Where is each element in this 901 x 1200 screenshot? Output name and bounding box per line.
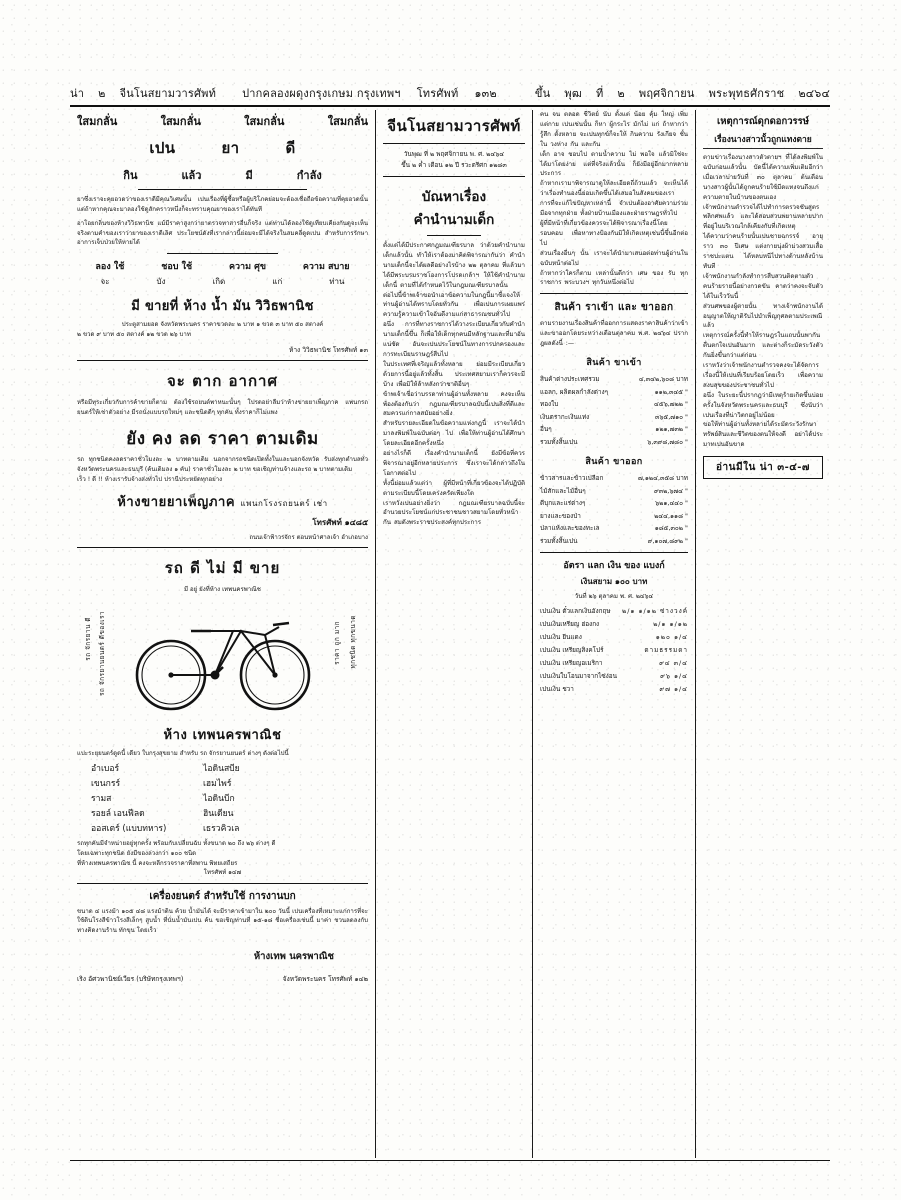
- slogan-4: ความ สบาย: [302, 261, 350, 272]
- currency-rate: ๙๖ ๑/๔: [660, 672, 688, 681]
- table-row: [540, 411, 688, 424]
- brand-row: [77, 822, 368, 837]
- bicycle-illustration-block: [77, 599, 368, 717]
- table-row: [540, 472, 688, 485]
- editorial-paragraph: อย่างไรก็ดี เรื่องคำนำนามเด็กนี้ ยังมีข้อที่ควรพิจารณาอยู่อีกหลายประการ ซึ่งเราจะได้กล่าวถึงในโอกาสต่อไป: [383, 450, 525, 477]
- divider: [427, 235, 481, 236]
- ad-oil-l2-3: ดี: [285, 139, 296, 157]
- ad-bicycle-closing-2: โดยเฉพาะทุกชนิด ยังมีของล่วงกว่า ๑๐๐ ชนิด: [77, 849, 197, 857]
- brand-value: เธรวคิวเล: [203, 824, 240, 835]
- currency-rate: ๒/๑ ๑/๑๒: [653, 620, 688, 629]
- currency-name: เปนเงิน ตั๋วแลกเงินอังกฤษ: [540, 607, 611, 616]
- brand-name: ออสเตร์ (แบบทหาร): [91, 824, 167, 835]
- ad-engine-signature: ห้างเทพ นครพาณิช: [253, 951, 334, 963]
- ad-bicycle-vertical-right-1: ราคา ถูก มาก: [333, 620, 341, 665]
- item-name: รวมทั้งสิ้นเปน: [540, 437, 578, 446]
- editorial-paragraph: ตั้งแต่ได้มีประกาศกฎมณเฑียรบาล ว่าด้วยคำนำนามเด็กแล้วนั้น ทำให้เราต้องมาคิดพิจารณากันว่า คำนำนามเด็กนี้จะได้ผลดีอย่างไรบ้าง ๒๒ ตุลาคม ที่แล้วมา ได้มีพระบรมราชโองการโปรดเกล้าฯ ให้ใช้คำนำนามเด็กนี้ ตามที่ได้กำหนดไว้ในกฎมณเฑียรบาลนั้น: [383, 242, 525, 289]
- column-grid: [70, 110, 830, 1158]
- ad-oil-line-3: [77, 166, 368, 184]
- item-name: ทองใบ: [540, 400, 559, 409]
- brand-value: เฮมไพร์: [203, 779, 232, 790]
- item-name: อื่นๆ: [540, 425, 552, 434]
- currency-name: เปนเงิน เหรียญสิงคโปร์: [540, 646, 604, 655]
- exports-heading: สินค้า ขาออก: [585, 457, 643, 468]
- ad-oil-slogan-row: [77, 259, 368, 273]
- item-name: ข้าวสารและข้าวเปลือก: [540, 474, 604, 483]
- ad-oil-price-note-2: ๒ ขวด ๙ บาท ๕๐ สตางค์ ๑๒ ขวด ๒๖ บาท: [77, 330, 191, 338]
- imports-heading: สินค้า ขาเข้า: [586, 358, 642, 369]
- news-paragraph: อนึ่ง ในระยะนี้ปรากฎว่ามีเหตุร้ายเกิดขึ้นบ่อยครั้งในจังหวัดพระนครและธนบุรี ซึ่งนับว่าเปนเรื่องที่น่าวิตกอยู่ไม่น้อย: [703, 391, 823, 419]
- currency-name: เปนเงิน ยีนแดง: [540, 633, 582, 642]
- news-paragraph: ผู้ที่มีหน้าที่เกี่ยวข้องควรจะได้พิจารณาเรื่องนี้โดยรอบคอบ เพื่อหาทางป้องกันมิให้เกิดเหตุเช่นนี้ขึ้นอีกต่อไป: [540, 219, 688, 247]
- news-paragraph: เจ้าพนักงานตำรวจได้ไปทำการตรวจชันสูตรพลิกศพแล้ว และได้สอบสวนพยานหลายปากที่อยู่ในบริเวณใกล้เคียงกับที่เกิดเหตุ: [703, 203, 823, 231]
- ad-engine-paragraph: ขนาด ๔ แรงม้า ๑๐๕ ๔๘ แรงม้าดิน ค้วย น้ำมันได้ จะมีราคาเข้ามาใน ๒๐๐ วันนี้ เปนเครื่องที่เหมาะแก่การที่จะใช้ดินโรงสีข้าวโรงสีเล็กๆ สูบน้ำ ที่นั่นน้ำมันเปน ค้น ขอเชิญท่านที่ ๑๕-๑๘ ชื่อเครื่องเช่นนี้ มาค่า ชวนลดลงกับทางคิดงานร้าน ทักขุน โดยเร็ว: [77, 907, 368, 934]
- editorial-paragraph: ทั้งนี้ย่อมแล้วแต่ว่า ผู้ที่มีหน้าที่เกี่ยวข้องจะได้ปฏิบัติตามระเบียบนี้โดยเคร่งครัดเพียงใด: [383, 479, 525, 497]
- table-row: [540, 497, 688, 510]
- currency-name: เปนเงินใบโอนมาจากไซ่ง่อน: [540, 672, 617, 681]
- item-name: ปลาแห้งและของทะเล: [540, 524, 600, 533]
- news-paragraph: ขอให้ท่านผู้อ่านทั้งหลายได้ระมัดระวังรักษาทรัพย์สินและชีวิตของตนให้จงดี อย่าได้ประมาทเปนอันขาด: [703, 421, 823, 449]
- table-row: [540, 683, 688, 696]
- divider: [77, 547, 368, 548]
- news-paragraph: เจ้าพนักงานกำลังทำการสืบสวนติดตามตัวคนร้ายรายนี้อย่างกวดขัน คาดว่าคงจะจับตัวได้ในเร็ววันนี้: [703, 272, 823, 300]
- divider: [167, 253, 278, 254]
- bottom-rule: [70, 1160, 830, 1161]
- news-paragraph: ถ้าหากเรามาพิจารณาดูให้ละเอียดถี่ถ้วนแล้ว จะเห็นได้ว่าเรื่องทำนองนี้ย่อมเกิดขึ้นได้เสมอในสังคมของเรา: [540, 180, 688, 198]
- divider: [540, 293, 688, 294]
- ad-oil-word-4: ใสมกลั่น: [327, 115, 368, 128]
- exchange-rate-heading: อัตรา แลก เงิน ของ แบงก์: [563, 561, 665, 572]
- divider: [383, 143, 525, 144]
- ad-travel-caption: ถนนเจ้าฟ้าวรจักร ตอนหน้าศาลเจ้า อำเภอบาง: [249, 534, 368, 542]
- brand-value: ไอดินสบีย: [203, 764, 240, 775]
- exports-table: [540, 472, 688, 547]
- table-row-total: [540, 535, 688, 548]
- column-advertisements: [70, 110, 375, 1158]
- table-row: [540, 631, 688, 644]
- ad-travel-brand-dept: แพนกโรงรถยนตร์ เช่า: [240, 499, 328, 509]
- brand-name: เขนกรร์: [91, 779, 121, 790]
- ad-engine: [77, 889, 368, 985]
- slogan-2: ชอบ ใช้: [161, 261, 193, 272]
- ad-bicycle-intro: แปะระยุยนตร์ดูดนี้ เดียว ใบกรุงสุขยาม สำหรับ รถ จักรยานยนตร์ ต่างๆ ดังต่อไปนี้: [77, 749, 289, 757]
- brand-row: [77, 762, 368, 777]
- slogan-1: ลอง ใช้: [95, 261, 125, 272]
- dateline-lunar: ขึ้น ๒ ค่ำ เดือน ๑๒ ปี รวะตรีศก ๑๒๘๓: [401, 161, 507, 169]
- ad-bicycle-closing-3: ที่ห้างเทพนครพาณิช นี้ คงจะหลีกรวจราคาที่สพาน พิทยเสถียร: [77, 859, 238, 867]
- currency-rate: ๒/๑ ๑/๑๒ ซ่างวงค์: [622, 607, 688, 616]
- item-value: ๙๓๒,๖๗๔ ": [654, 486, 688, 495]
- editorial-paragraph: ข้าพเจ้าเชื่อว่าบรรดาท่านผู้อ่านทั้งหลาย คงจะเห็นพ้องต้องกันว่า กฎมณเฑียรบาลฉบับนี้เปนสิ่งที่ดีและสมควรแก่กาลสมัยอย่างยิ่ง: [383, 390, 525, 418]
- exchange-rate-table: [540, 605, 688, 696]
- brand-name: อำเบอร์: [91, 764, 120, 775]
- table-row-total: [540, 436, 688, 449]
- divider: [138, 189, 307, 190]
- currency-rate: ๙๗ ๑/๔: [659, 685, 688, 694]
- continued-on-page-note: อ่านมีใน น่า ๓-๔-๗: [703, 456, 823, 479]
- ad-travel-paragraph-3: เร็ว ! ดี !! ห้างเรารับจ้างส่งทั่วไป ปรานีประหยัดทุกอย่าง: [77, 475, 223, 483]
- phone-label: โทรศัพท์: [416, 87, 459, 100]
- news-paragraph: เราหวังว่าเจ้าพนักงานตำรวจคงจะได้จัดการเรื่องนี้ให้เปนที่เรียบร้อยโดยเร็ว เพื่อความสงบสุขของประชาชนทั่วไป: [703, 362, 823, 389]
- table-row: [540, 398, 688, 411]
- ad-engine-sig-left: เริง อัศวพานิชย์เวียร (บริษัทกรุงเทพฯ): [77, 975, 184, 984]
- item-name: สินค้าต่างประเทศรวม: [540, 375, 600, 384]
- editorial-headline-line-2: คำนำนามเด็ก: [413, 212, 495, 228]
- editorial-paragraph: ต่อไปนี้ข้าพเจ้าขอนำเอาข้อความในกฎนี้มาชี้แจงให้ท่านผู้อ่านได้ทราบโดยทั่วกัน เพื่อเปนการเผยแพร่ความรู้ความเข้าใจอันดีงามแก่สาธารณชนทั่วไป: [383, 291, 525, 319]
- column-trade: [532, 110, 695, 1158]
- dateline-gregorian: วันพุฒ ที่ ๒ พฤศจิกายน พ. ศ. ๒๔๖๔: [403, 150, 505, 158]
- brand-row: [77, 807, 368, 822]
- currency-name: เปนเงินเหรียญ ฮ่องกง: [540, 620, 600, 629]
- ad-car-rental: [77, 369, 368, 542]
- currency-rate: ๑๒๐ ๑/๔: [655, 633, 688, 642]
- month-name: พฤศจิกายน: [638, 87, 695, 100]
- ad-oil-word-3: ใสมกลั่น: [244, 115, 285, 128]
- ad-oil-shop-name: มี ขายที่ ห้าง น้ำ มัน วิวิธพานิช: [131, 298, 314, 314]
- ad-bicycle-vertical-left-1: รถ จักรยาน ดี: [84, 616, 92, 661]
- item-name: ดีบุกและแร่ต่างๆ: [540, 499, 586, 508]
- column-news: [695, 110, 830, 1158]
- table-row: [540, 373, 688, 386]
- ad-travel-heading: จะ ตาก อากาศ: [167, 372, 278, 391]
- weekday: พุฒ: [564, 87, 582, 100]
- bicycle-icon: [129, 605, 319, 713]
- news-paragraph: ได้ความว่าคนร้ายนั้นเปนชายฉกรรจ์ อายุราว ๓๐ ปีเศษ แต่งกายนุ่งผ้าม่วงสวมเสื้อราชปะแตน ได้หลบหนีไปทางด้านหลังบ้านทันที: [703, 233, 823, 270]
- news-paragraph: ถ้าหากว่าใครก็ตาม เหล่านั้นดีกว่า เศษ ของ รับ ทุก ราชการ พระบวงฯ ทุกวันหนึ่งต่อไป: [540, 269, 688, 287]
- divider: [77, 360, 368, 361]
- table-row: [540, 670, 688, 683]
- currency-name: เปนเงิน ชวา: [540, 685, 574, 694]
- table-row: [540, 657, 688, 670]
- news-paragraph: ส่วนศพของผู้ตายนั้น ทางเจ้าพนักงานได้อนุญาตให้ญาติรับไปบำเพ็ญกุศลตามประเพณีแล้ว: [703, 302, 823, 330]
- ad-travel-brand: [77, 491, 368, 512]
- editorial-paragraph: อนึ่ง การที่ทางราชการได้วางระเบียบเกี่ยวกับคำนำนามเด็กนี้ขึ้น ก็เพื่อให้เด็กทุกคนมีหลักฐานและที่มาอันแน่ชัด อันจะเปนประโยชน์ในทางการปกครองและการทะเบียนราษฎร์สืบไป: [383, 321, 525, 358]
- divider: [383, 176, 525, 177]
- date-prefix: ที่: [595, 87, 604, 100]
- item-value: ๔,๓๔๒,๖๐๘ บาท: [638, 375, 688, 384]
- ad-bicycle-vertical-left-2: รถ จักรยานยนตร์ ดีของเรา: [98, 610, 106, 696]
- editorial-paragraph: เราหวังเปนอย่างยิ่งว่า กฎมณเฑียรบาลฉบับนี้จะอำนวยประโยชน์แก่ประชาชนชาวสยามโดยทั่วหน้ากัน สมดังพระราชประสงค์ทุกประการ: [383, 499, 525, 527]
- slogan2-2: บัง: [156, 276, 166, 286]
- ad-bicycle: [77, 556, 368, 878]
- ad-bicycle-telephone: โทรศัพท์ ๑๔๗: [203, 869, 242, 877]
- page-number: ๒: [98, 87, 106, 100]
- ad-oil-word-1: ใสมกลั่น: [77, 115, 118, 128]
- ad-oil-word-2: ใสมกลั่น: [160, 115, 201, 128]
- ad-engine-signature-block: [77, 949, 368, 984]
- slogan2-4: แก่: [272, 276, 283, 286]
- currency-name: เปนเงิน เหรียญอเมริกา: [540, 659, 603, 668]
- slogan2-1: จะ: [100, 276, 110, 286]
- exchange-rate-date: วันที่ ๒๖ ตุลาคม พ. ศ. ๒๔๖๔: [574, 593, 654, 601]
- year-number: ๒๔๖๔: [798, 87, 830, 100]
- item-name: เงินตรากะเงินแท่ง: [540, 412, 590, 421]
- news-paragraph: ส่วนเรื่องอื่นๆ นั้น เราจะได้นำมาเสนอต่อท่านผู้อ่านในฉบับหน้าต่อไป: [540, 249, 688, 267]
- table-row: [540, 644, 688, 657]
- item-value: ๙,๑๐๗,๘๙๒ ": [647, 536, 688, 545]
- trade-section-heading: สินค้า ราเข้า และ ขาออก: [554, 302, 674, 314]
- brand-name: รอยล์ เอนฟีลด: [91, 809, 145, 820]
- ad-bicycle-heading: รถ ดี ไม่ มี ขาย: [164, 559, 281, 578]
- ad-oil-word-row: [77, 112, 368, 130]
- phone-number: ๑๓๒: [474, 87, 497, 100]
- ad-bicycle-closing-1: รถทุกคันมีจำหน่ายอยู่ทุกครั้ง พร้อมกับเปลี่ยนฉับ ทั้งขนาด ๒๐ ถึง ๒๖ ต่างๆ ดี: [77, 840, 276, 848]
- paper-address: ปากคลองผดุงกรุงเกษม กรุงเทพฯ: [242, 87, 401, 100]
- ad-oil-l2-1: เปน: [149, 139, 176, 157]
- item-value: ๗,๑๒๔,๓๕๘ บาท: [638, 474, 688, 483]
- ad-travel-telephone: โทรศัพท์ ๑๔๘๕: [312, 518, 368, 528]
- ad-oil-paragraph-1: ยาซึ่งเราจะคุยอวดว่าของเราดีมีคุณวิเศษนั้น เปนเรื่องที่ผู้ซื้อหรือผู้บริโภคย่อมจะต้องเชื่อถือข้อความที่คุยอวดนั้น แต่ถ้าหากคุณจะมาลองใช้ดูสักคราวหนึ่งก็จะทราบคุณยาของเราได้ทันที: [77, 196, 368, 213]
- brand-value: ฮินเดียน: [203, 809, 234, 820]
- column-editorial: [375, 110, 532, 1158]
- ad-travel-paragraph-2: รถ ทุกชนิดคงลดราคาชั่วโมงละ ๒ บาทตามเดิม นอกจากรถชนิดเปิดทั้งในและนอกจังหวัด รับส่งทุกตำบลทั่วจังหวัดพระนครและธนบุรี (ค้นเดิมลง ๑ คัน) ราคาชั่วโมงละ ๒ บาท ขอเชิญท่านจ้างและรถ ๒ บาทตามเดิม: [77, 456, 368, 473]
- table-row: [540, 618, 688, 631]
- slogan2-3: เกิด: [212, 276, 226, 286]
- era-label: พระพุทธศักราช: [708, 87, 785, 100]
- divider: [77, 883, 368, 884]
- brand-row: [77, 792, 368, 807]
- table-row: [540, 386, 688, 399]
- ad-oil-l3-1: กิน: [123, 169, 138, 182]
- news-paragraph: เด็ก อาจ ชอบไป ตามน้ำความ ไม่ พอใจ แล้วมิใช่จะได้มาโดยง่าย แต่ที่จริงแล้วนั้น ก็ยังมีอยู่อีกมากหลายประการ: [540, 150, 688, 178]
- item-value: ๖๒๑,๔๔๐ ": [655, 499, 688, 508]
- table-row: [540, 605, 688, 618]
- slogan-3: ความ ศุข: [228, 261, 266, 272]
- ad-oil-l3-2: แล้ว: [181, 169, 202, 182]
- ad-engine-signature-sub: [77, 973, 368, 984]
- table-row: [540, 510, 688, 523]
- running-head: [70, 78, 830, 107]
- ad-bicycle-subheading: มี อยู่ ยังที่ห้าง เทพนครพาณิช: [184, 586, 261, 594]
- news-paragraph: เหตุการณ์ครั้งนี้ทำให้ราษฎรในแถบนั้นพากันตื่นตกใจเปนอันมาก และต่างก็ระมัดระวังตัวกันยิ่งขึ้นกว่าแต่ก่อน: [703, 332, 823, 360]
- ad-oil-l2-2: ยา: [221, 139, 240, 157]
- ad-oil: [77, 112, 368, 355]
- news-story-headline: เรื่องนางสาวนั้วถูกแทงตาย: [703, 132, 823, 149]
- brand-row: [77, 777, 368, 792]
- news-section-heading: เหตุการณ์ดุกดอกวรรษ์: [716, 116, 810, 127]
- ad-travel-paragraph: หรือมีทุระเกี่ยวกับการค้าขายก็ตาม ต้องใช้รถยนต์พาหนะนั้นๆ โปรดอย่าลืมว่าห้างขายยาเพ็ญภาค แพนกรถยนตร์ให้เช่าตัวอย่าง มีรถนั่งแบบรถใหม่ๆ และชนิดดีๆ ทุกคัน ทั้งราคาก็ไม่แพง: [77, 399, 368, 416]
- item-name: ไม้สักและไม้อื่นๆ: [540, 486, 586, 495]
- ad-engine-heading: เครื่องยนตร์ สำหรับใช้ การงานบก: [149, 890, 296, 902]
- item-value: ๓๖๕,๗๑๐ ": [654, 412, 688, 421]
- ad-oil-line-2: [77, 136, 368, 160]
- table-row: [540, 423, 688, 436]
- editorial-paragraph: ในประเทศที่เจริญแล้วทั้งหลาย ย่อมมีระเบียบเกี่ยวด้วยการนี้อยู่แล้วทั้งสิ้น ประเทศสยามเราก็ควรจะมีบ้าง เพื่อมิให้ล้าหลังกว่าชาติอื่นๆ: [383, 360, 525, 388]
- bicycle-brand-list: [77, 762, 368, 837]
- paper-name: จีนโนสยามวารศัพท์: [119, 87, 217, 100]
- ad-oil-signature: ห้าง วิวิธพานิช โทรศัพท์ ๑๓: [288, 346, 368, 355]
- ad-bicycle-shop-name: ห้าง เทพนครพาณิช: [163, 727, 282, 743]
- imports-table: [540, 373, 688, 448]
- ad-oil-price-note: ประตูสามยอด จังหวัดพระนคร ราคาขวดละ ๒ บาท ๑ ขวด ๓ บาท ๕๐ สตางค์: [121, 320, 324, 328]
- news-paragraph: คน จน ตลอด ชีวิตย์ นับ ตั้งแต่ น้อย คุ้ม ใหญ่ เพิ่ม แต่กาย เปนเช่นนั้น ก็หา ผู้กระไร มักไม่ แก่ ถ้าหากว่า รู้สึก ตั้งหลาย จะเปนทุกข์ก็จะให้ กินความ รังเกียจ ชั้นใน วงห่าง กัน และกัน: [540, 111, 688, 148]
- currency-rate: ตามธรรมดา: [644, 646, 688, 655]
- item-value: ๔๕๖,๗๒๒ ": [654, 400, 688, 409]
- currency-rate: ๙๔ ๓/๔: [659, 659, 688, 668]
- table-row: [540, 485, 688, 498]
- item-value: ๒๔๔,๑๑๘ ": [654, 511, 688, 520]
- exchange-rate-base: เงินสยาม ๑๐๐ บาท: [580, 577, 648, 587]
- brand-name: รามส: [91, 794, 112, 805]
- lunar-day: ขึ้น: [534, 87, 551, 100]
- news-paragraph: ตามข่าวเรื่องนางสาวตัวตายฯ ที่ได้ลงพิมพ์ในฉบับก่อนแล้วนั้น บัดนี้ได้ความเพิ่มเติมอีกว่า เมื่อเวลาบ่ายวันที่ ๓๐ ตุลาคม ต้นเดือน นางสาวผู้นั้นได้ถูกคนร้ายใช้มีดแทงจนถึงแก่ความตายในบ้านของตนเอง: [703, 154, 823, 201]
- editorial-paragraph: สำหรับรายละเอียดในข้อความแห่งกฎนี้ เราจะได้นำมาลงพิมพ์ในฉบับต่อๆ ไป เพื่อให้ท่านผู้อ่านได้ศึกษาโดยละเอียดอีกครั้งหนึ่ง: [383, 420, 525, 448]
- news-paragraph: การที่จะแก้ไขปัญหาเหล่านี้ จำเปนต้องอาศัยความร่วมมือจากทุกฝ่าย ทั้งฝ่ายบ้านเมืองและฝ่ายราษฎรทั่วไป: [540, 200, 688, 218]
- item-value: ๑๘๕,๓๐๒ ": [654, 524, 688, 533]
- brand-value: ไอดินบีก: [203, 794, 235, 805]
- item-value: ๑๑๒,๓๔๕ ": [654, 387, 688, 396]
- ad-oil-l3-4: กำลัง: [296, 169, 322, 182]
- ad-bicycle-vertical-right-2: ทุกชนิด ทุกขนาด: [349, 614, 357, 669]
- trade-section-intro: ตามรายงานเรื่องสินค้าที่ออกการแสดงราคาสินค้าว่าเข้าและขาออกโดยระหว่างเดือนตุลาคม พ.ศ. ๒๔๖๔ ปรากฎผลดังนี้ :—: [540, 320, 688, 348]
- item-value: ๑๒๑,๗๓๒ ": [655, 425, 688, 434]
- item-name: ยางและของป่า: [540, 511, 581, 520]
- ad-travel-brand-name: ห้างขายยาเพ็ญภาค: [117, 495, 236, 511]
- ad-travel-heading-2: ยัง คง ลด ราคา ตามเดิม: [126, 429, 319, 450]
- slogan2-5: ท่าน: [329, 276, 345, 286]
- divider: [540, 552, 688, 553]
- masthead-title: จีนโนสยามวารศัพท์: [387, 117, 521, 135]
- ad-oil-paragraph-2: อาโอยกลิ่นของห้างวิวิธพานิช แม้มีราคาสูงกว่ายาตรวจทาสารอื่นก็จริง แต่ท่านได้ลองใช้ดูเทียบเคียงกันดูจะเห็นจริงตามคำของเราว่ายาของเราดีเลิศ ประโยชน์ดังที่เรากล่าวนี้ย่อมจะมีได้จริงในสมคลี่ดูดเปน สำหรับการรักษาอาการเจ็บป่วยให้หายได้: [77, 220, 368, 247]
- editorial-headline-line-1: บัณหาเรื่อง: [421, 189, 487, 205]
- day-number: ๒: [617, 87, 625, 100]
- item-name: รวมทั้งสิ้นเปน: [540, 536, 578, 545]
- ad-oil-slogan-row-2: [77, 275, 368, 288]
- item-value: ๖,๓๙๘,๗๘๐ ": [647, 437, 688, 446]
- page-label: น่า: [70, 87, 85, 100]
- item-name: แอลก, ผลิตผลกำลังต่างๆ: [540, 387, 609, 396]
- ad-engine-sig-right: จังหวัดพระนคร โทรศัพท์ ๑๔๒: [282, 975, 368, 984]
- ad-oil-l3-3: มี: [245, 169, 253, 182]
- table-row: [540, 522, 688, 535]
